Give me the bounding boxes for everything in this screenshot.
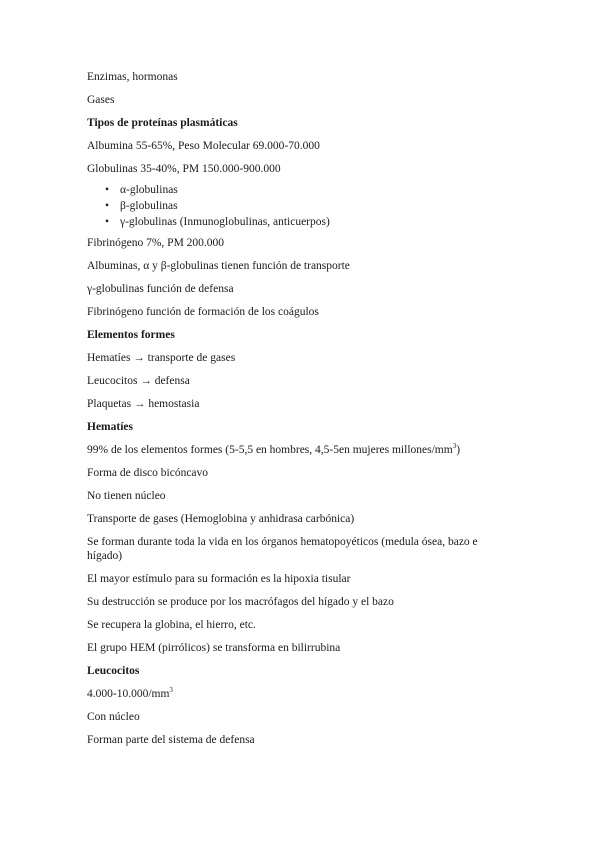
globulin-list — [87, 182, 512, 230]
list-item: • α-globulinas — [105, 184, 178, 196]
text-line: γ-globulinas función de defensa — [87, 283, 234, 295]
text-line: Hematíes → transporte de gases — [87, 352, 236, 364]
text-line: El mayor estímulo para su formación es la hipoxia tisular — [87, 573, 351, 585]
text-line: Transporte de gases (Hemoglobina y anhidrasa carbónica) — [87, 513, 355, 525]
bullet-icon: • — [105, 184, 110, 196]
list-item: • β-globulinas — [105, 200, 178, 212]
text-line: Albuminas, α y β-globulinas tienen función de transporte — [87, 260, 350, 272]
section-heading: Leucocitos — [87, 665, 140, 677]
text-line: El grupo HEM (pirrólicos) se transforma en bilirrubina — [87, 642, 341, 654]
list-item: • γ-globulinas (Inmunoglobulinas, anticuerpos) — [105, 216, 330, 228]
text-line: Plaquetas → hemostasia — [87, 398, 200, 410]
text-line: Enzimas, hormonas — [87, 71, 178, 83]
text-line: Se forman durante toda la vida en los órganos hematopoyéticos (medula ósea, bazo e — [87, 536, 478, 548]
section-heading: Tipos de proteínas plasmáticas — [87, 117, 238, 129]
bullet-icon: • — [105, 216, 110, 228]
text-line: $4.000-10.000/mm^3$ — [87, 686, 173, 700]
text-line: Globulinas 35-40%, PM 150.000-900.000 — [87, 163, 281, 175]
text-line: Leucocitos → defensa — [87, 375, 190, 387]
text-line: Fibrinógeno 7%, PM 200.000 — [87, 237, 225, 249]
text-line: Forman parte del sistema de defensa — [87, 734, 255, 746]
text-line: Se recupera la globina, el hierro, etc. — [87, 619, 256, 631]
text-line: No tienen núcleo — [87, 490, 166, 502]
text-line: 99% de los elementos formes (5-5,5 en hombres, 4,5-5en mujeres millones/$mm^3$) — [87, 442, 461, 456]
text-line: Con núcleo — [87, 711, 140, 723]
section-heading: Elementos formes — [87, 329, 175, 341]
text-line: Fibrinógeno función de formación de los coágulos — [87, 306, 319, 318]
document-page — [87, 70, 512, 747]
text-line: Su destrucción se produce por los macrófagos del hígado y el bazo — [87, 596, 394, 608]
bullet-icon: • — [105, 200, 110, 212]
text-line: Gases — [87, 94, 115, 106]
text-line: hígado) — [87, 550, 123, 562]
section-heading: Hematíes — [87, 421, 133, 433]
text-line: Forma de disco bicóncavo — [87, 467, 209, 479]
text-line: Albumina 55-65%, Peso Molecular 69.000-70.000 — [87, 140, 320, 152]
